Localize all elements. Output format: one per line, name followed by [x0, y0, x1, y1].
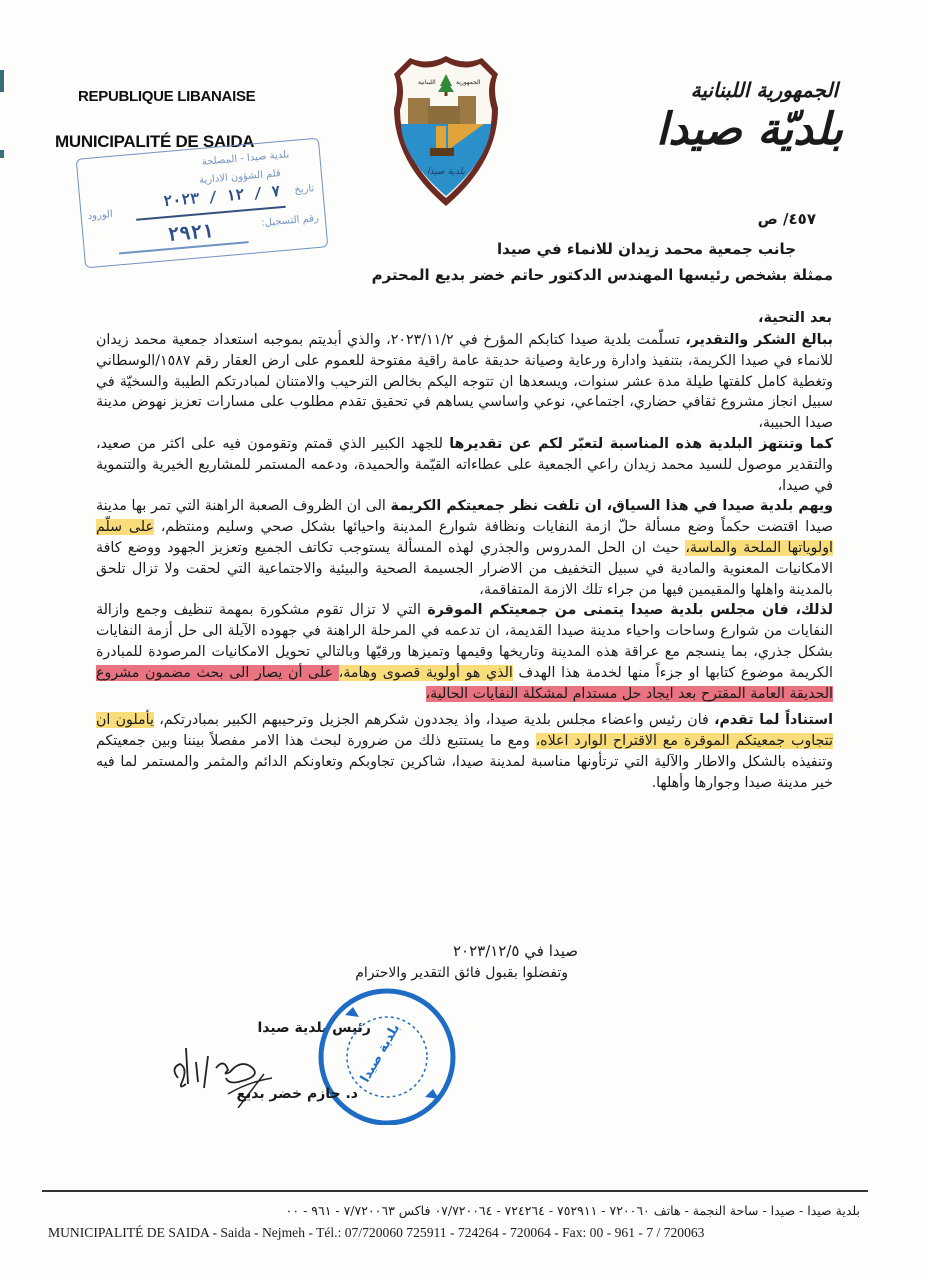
- paragraph-lead: ببالغ الشكر والتقدير،: [685, 332, 834, 348]
- saida-coat-of-arms-icon: [388, 52, 504, 210]
- highlighted-text-red: على أن يصار الى بحث مضمون مشروع الحديقة العامة المقترح بعد ايجاد حل مستدام لمشكلة النفايات الحالية،: [96, 664, 833, 702]
- paragraph-lead: ويهم بلدية صيدا في هذا السياق، ان تلفت نظر جمعيتكم الكريمة: [390, 498, 834, 515]
- footer-address-ar: بلدية صيدا - صيدا - ساحة النجمة - هاتف ٧٢٠٠٦٠ - ٧٥٢٩١١ - ٧٢٤٢٦٤ - ٠٧/٧٢٠٠٦٤ فاكس ٧/٧٢٠٠٦٣ - ٩٦١ - ٠٠: [285, 1203, 860, 1218]
- paragraph-text: للجهد الكبير الذي قمتم وتقومون فيه على اكثر من صعيد، والتقدير موصول للسيد محمد زيدان راعي الجمعية على عطاءاته القيّمة والحميدة، ودعمه المستمر للمشاريع الخيرية والتنموية في صيدا،: [96, 435, 833, 494]
- paragraph-request: [96, 600, 833, 704]
- paragraph-lead: كما وتنتهز البلدية هذه المناسبة لتعبّر لكم عن تقديرها: [449, 435, 833, 452]
- signatory-name: د. حازم خضر بديع: [236, 1086, 358, 1102]
- stamp-registration-value: ٢٩٢١: [166, 220, 215, 247]
- emblem-bottom-text: بلدية صيدا: [427, 167, 465, 177]
- letter-body: [96, 330, 833, 794]
- paragraph-text: تسلّمت بلدية صيدا كتابكم المؤرخ في ٢٠٢٣/١١/٢، والذي أبديتم بموجبه استعداد جمعية محمد زيدان للانماء في صيدا الكريمة، بتنفيذ وادارة ورعاية وصيانة حديقة عامة راقية مفتوحة للعموم على ارض العقار رقم ١٥٨٧/الوسطاني وتغطية كامل كلفتها طيلة مدة عشر سنوات، ويسعدها ان تتوجه اليكم بخالص الترحيب والامتنان لمبادرتكم الطيبة والسخيّة في سبيل انجاز مشروع ثقافي حضاري، اجتماعي، نوعي واساسي يساهم في تحقيق تقدم مطلوب على مسارات تعزيز نهوض مدينة صيدا الحبيبة،: [96, 332, 833, 432]
- letter-date: صيدا في ٢٠٢٣/١٢/٥: [452, 942, 578, 960]
- stamp-arrival-label: الورود: [87, 208, 114, 222]
- paragraph-text: التي لا تزال تقوم مشكورة بمهمة تنظيف وجمع وازالة النفايات من شوارع وساحات واحياء مدينة صيدا القديمة، ان تدعمه في المرحلة الراهنة في جهوده الآيلة الى حل أزمة النفايات بشكل جذري، بما ينسجم مع عراقة هذه المدينة وتاريخها وقيمها وتميزها ورقيّها وبالتالي تحويل الامكانيات المرصودة للمبادرة الكريمة موضوع كتابها او جزءاً منها لخدمة هذا الهدف: [96, 602, 833, 681]
- republic-label-fr: REPUBLIQUE LIBANAISE: [78, 88, 256, 105]
- paragraph-lead: استناداً لما تقدم،: [714, 712, 834, 729]
- closing-salutation: وتفضلوا بقبول فائق التقدير والاحترام: [355, 965, 568, 981]
- highlighted-text-yellow: يأملون ان تتجاوب جمعيتكم الموقرة مع الاقتراح الوارد اعلاه،: [96, 712, 833, 750]
- republic-label-ar: الجمهورية اللبنانية: [690, 78, 838, 102]
- scan-margin-mark: [0, 150, 4, 158]
- highlighted-text-yellow: الذي هو أولوية قصوى وهامة،: [338, 664, 513, 681]
- received-stamp: [76, 138, 329, 269]
- stamp-line-2: قلم الشؤون الادارية: [198, 168, 282, 187]
- stamp-registration-label: رقم التسجيل:: [260, 212, 320, 229]
- reference-number: ٤٥٧/ ص: [757, 210, 816, 228]
- paragraph-text: فان رئيس واعضاء مجلس بلدية صيدا، واذ يجددون شكرهم الجزيل وترحيبهم الكبير بمبادرتكم،: [153, 712, 715, 729]
- paragraph-context: [96, 496, 833, 600]
- stamp-line-1: بلدية صيدا - المصلحة: [201, 149, 290, 168]
- paragraph-text: حيث ان الحل المدروس والجذري لهذه المسألة يستوجب تكاتف الجميع وتعزيز الجهود ووضع كافة الامكانيات المعنوية والمادية في سبيل التخفيف من الاضرار الجسيمة الصحية والبيئية والاجتماعية التي لحقت ولا تزال تلحق بالمدينة واهلها والمقيمين فيها من جراء تلك الازمة المتفاقمة،: [96, 539, 833, 598]
- footer-divider: [42, 1190, 868, 1192]
- stamp-date-label: تاريخ: [293, 183, 315, 196]
- municipality-label-ar: بلديّة صيدا: [655, 104, 843, 155]
- paragraph-lead: لذلك، فان مجلس بلدية صيدا يتمنى من جمعيتكم الموقرة: [427, 602, 834, 619]
- emblem-top-text-right: الجمهورية: [456, 79, 481, 86]
- paragraph-text: الى ان الظروف الصعبة الراهنة التي تمر بها مدينة صيدا اقتضت حكماً وضع مسألة حلّ ازمة النفايات ونظافة شوارع المدينة واحيائها بشكل صحي وسليم ومنتظم،: [96, 498, 833, 536]
- emblem-top-text-left: اللبنانية: [418, 79, 436, 86]
- highlighted-text-yellow: على سلّم اولوياتها الملحة والماسة،: [96, 519, 833, 556]
- paragraph-appreciation: [96, 434, 833, 496]
- paragraph-conclusion: [96, 710, 833, 793]
- addressee-line-1: جانب جمعية محمد زيدان للانماء في صيدا: [497, 240, 796, 258]
- scan-margin-mark: [0, 70, 4, 92]
- greeting: بعد التحية،: [757, 310, 832, 326]
- stamp-date-value: ٧ / ١٢ / ٢٠٢٣: [162, 182, 282, 211]
- signatory-title: رئيس بلدية صيدا: [257, 1020, 371, 1036]
- paragraph-thanks: [96, 330, 833, 434]
- footer-address-fr: MUNICIPALITÉ DE SAIDA - Saida - Nejmeh - Tél.: 07/720060 725911 - 724264 - 720064 - Fax: 00 - 961 - 7 / 720063: [48, 1225, 705, 1240]
- seal-inner-text: بلدية صيدا: [357, 1021, 404, 1086]
- municipality-label-fr: MUNICIPALITÉ DE SAIDA: [55, 132, 255, 151]
- paragraph-text: ومع ما يستتبع ذلك من ضرورة لبحث هذا الامر مفصلاً بيننا وبين جمعيتكم وتنفيذه بالشكل والاطار والآلية التي ترتأونها مناسبة لمدينة صيدا، شاكرين تجاوبكم وتعاونكم الدائم والمثمر والمستمر لما فيه خير مدينة صيدا وجوارها وأهلها.: [96, 733, 833, 791]
- addressee-line-2: ممثلة بشخص رئيسها المهندس الدكتور حاتم خضر بديع المحترم: [371, 266, 833, 284]
- official-seal-icon: [285, 985, 463, 1125]
